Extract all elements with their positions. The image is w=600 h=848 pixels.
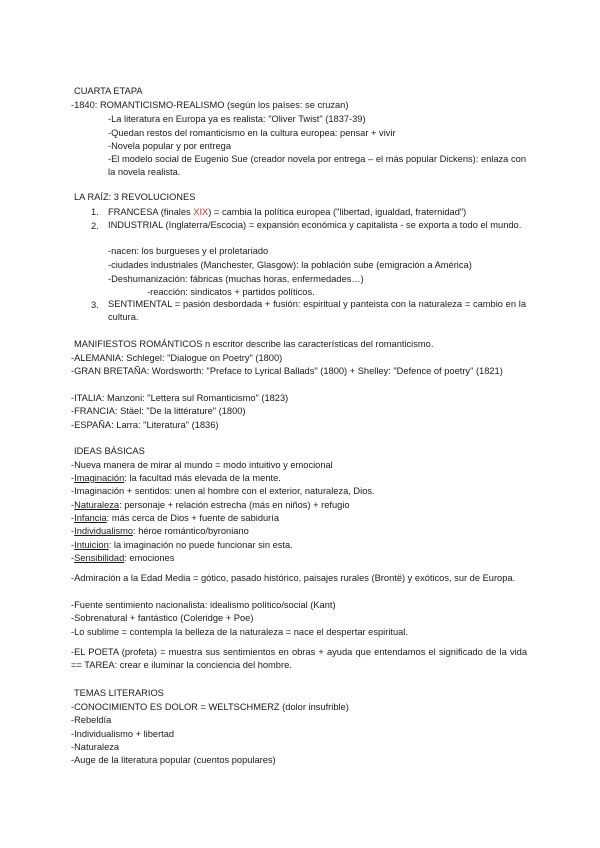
text-line: -FRANCIA: Stäel: "De la littérature" (1800) — [71, 406, 246, 416]
section-title-manifiestos: MANIFIESTOS ROMÁNTICOS n escritor describe las características del romanticismo. — [74, 339, 434, 349]
text-line: -Fuente sentimiento nacionalista: idealismo político/social (Kant) — [71, 600, 336, 610]
list-number: 1. — [91, 207, 99, 217]
text-line: -Sensibilidad: emociones — [71, 553, 175, 563]
list-item-francesa: FRANCESA (finales XIX) = cambia la política europea ("libertad, igualdad, fraternidad") — [108, 207, 467, 217]
text-line: -Infancia: más cerca de Dios + fuente de sabiduría — [71, 513, 280, 523]
text-line: -Naturaleza: personaje + relación estrecha (más en niños) + refugio — [71, 500, 350, 510]
section-title-temas-literarios: TEMAS LITERARIOS — [74, 688, 164, 698]
text-line: -1840: ROMANTICISMO-REALISMO (según los países: se cruzan) — [71, 100, 349, 110]
text-paragraph: -EL POETA (profeta) = muestra sus sentimientos en obras + ayuda que entendamos el significado de la vida == TAREA: crear e iluminar la conciencia del hombre. — [71, 647, 527, 671]
text-line: -ALEMANIA: Schlegel: "Dialogue on Poetry" (1800) — [71, 353, 283, 363]
text-line: -ESPAÑA: Larra: "Literatura" (1836) — [71, 420, 219, 430]
text-line: -Nueva manera de mirar al mundo = modo intuitivo y emocional — [71, 460, 333, 470]
text-line: -nacen: los burgueses y el proletariado — [108, 246, 269, 256]
highlight-text: XIX — [193, 207, 209, 217]
text-line: -Imaginación: la facultad más elevada de la mente. — [71, 473, 281, 483]
text-line: -Lo sublime = contempla la belleza de la naturaleza = nace el despertar espiritual. — [71, 627, 408, 637]
list-item-industrial: INDUSTRIAL (Inglaterra/Escocia) = expansión económica y capitalista - se exporta a todo el mundo. — [108, 220, 522, 230]
text-line: -reacción: sindicatos + partidos políticos. — [147, 287, 315, 297]
text-line: -CONOCIMIENTO ES DOLOR = WELTSCHMERZ (dolor insufrible) — [71, 702, 349, 712]
text-line: -Naturaleza — [71, 742, 120, 752]
section-title-cuarta-etapa: CUARTA ETAPA — [74, 86, 143, 96]
text-line: -Rebeldía — [71, 715, 112, 725]
text-line: -Novela popular y por entrega — [108, 141, 231, 151]
text-line: -Deshumanización: fábricas (muchas horas, enfermedades…) — [108, 274, 364, 284]
text-line: -Quedan restos del romanticismo en la cultura europea: pensar + vivir — [108, 128, 396, 138]
text-line: -La literatura en Europa ya es realista: "Oliver Twist" (1837-39) — [108, 114, 366, 124]
text-paragraph: -Admiración a la Edad Media = gótico, pasado histórico, paisajes rurales (Brontë) y exóticos, sur de Europa. — [71, 573, 516, 583]
text-paragraph: -El modelo social de Eugenio Sue (creador novela por entrega – el más popular Dickens): enlaza con la novela realista. — [108, 154, 526, 178]
text-line: -ciudades industriales (Manchester, Glasgow): la población sube (emigración a América) — [108, 260, 472, 270]
list-item-sentimental: SENTIMENTAL = pasión desbordada + fusión: espiritual y panteista con la naturaleza = cambio en la cultura. — [108, 299, 526, 323]
text-line: -Imaginación + sentidos: unen al hombre con el exterior, naturaleza, Dios. — [71, 486, 375, 496]
section-title-la-raiz: LA RAÍZ: 3 REVOLUCIONES — [74, 192, 196, 202]
list-number: 2. — [91, 221, 99, 231]
text-line: -Individualismo + libertad — [71, 729, 175, 739]
section-title-ideas-basicas: IDEAS BÁSICAS — [74, 446, 145, 456]
text-line: -Individualismo: héroe romántico/byroniano — [71, 526, 249, 536]
text-paragraph: -GRAN BRETAÑA: Wordsworth: "Preface to Lyrical Ballads" (1800) + Shelley: "Defence of poetry" (1821) — [71, 366, 503, 376]
text-line: -ITALIA: Manzoni: "Lettera sul Romanticismo" (1823) — [71, 393, 289, 403]
list-number: 3. — [91, 300, 99, 310]
text-line: -Sobrenatural + fantástico (Coleridge + Poe) — [71, 613, 254, 623]
text-line: -Intuicion: la imaginación no puede funcionar sin esta. — [71, 540, 293, 550]
text-line: -Auge de la literatura popular (cuentos populares) — [71, 755, 276, 765]
